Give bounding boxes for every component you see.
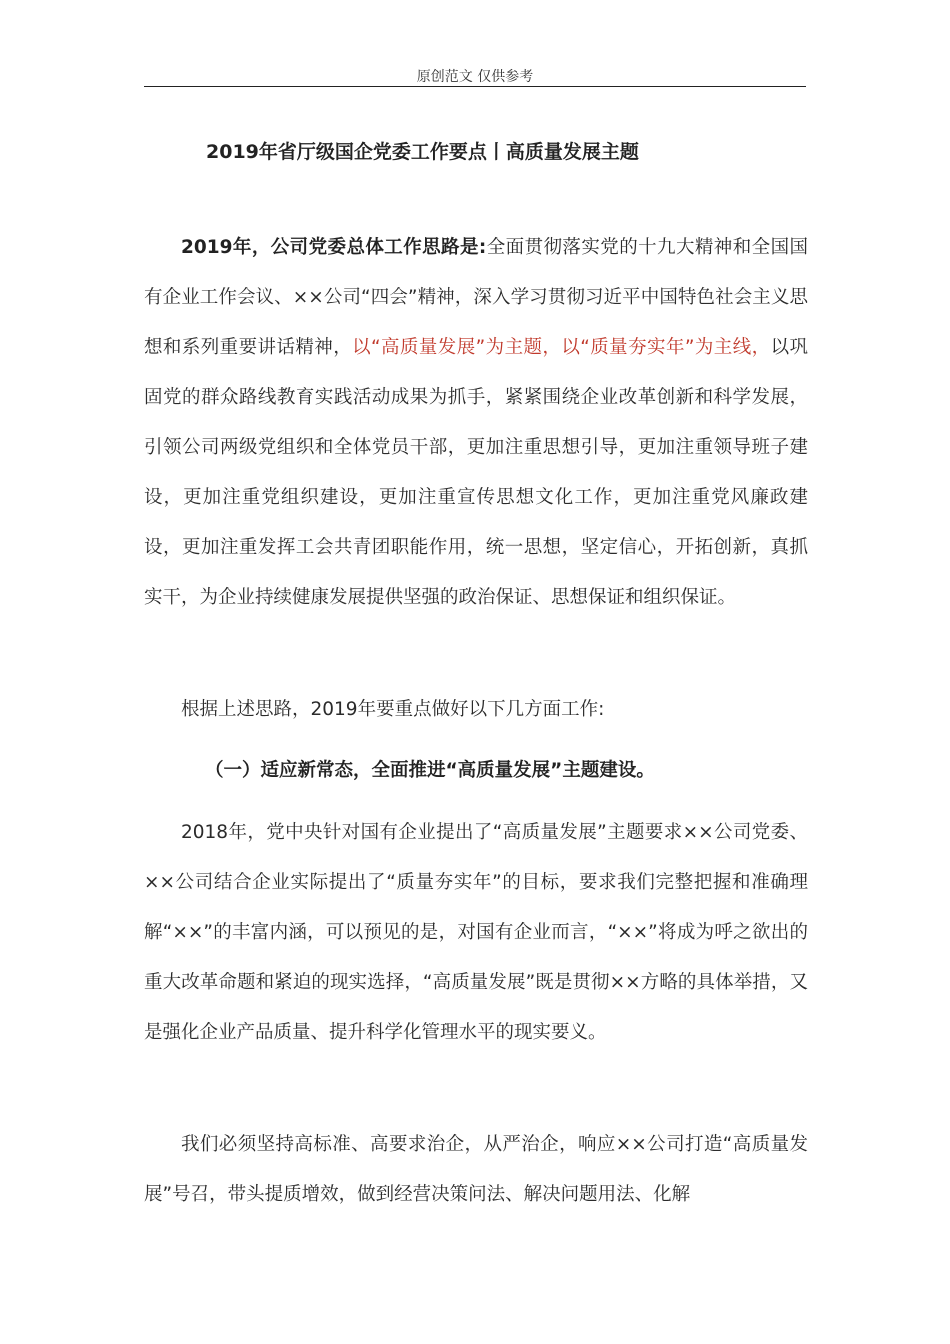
section-heading-1: （一）适应新常态，全面推进“高质量发展”主题建设。	[205, 760, 655, 781]
header-divider	[144, 86, 806, 87]
paragraph-section1-b: 我们必须坚持高标准、高要求治企，从严治企，响应××公司打造“高质量发展”号召，带头提质增效，做到经营决策问法、解决问题用法、化解	[144, 1134, 808, 1205]
paragraph-intro: 根据上述思路，2019年要重点做好以下几方面工作:	[181, 699, 605, 720]
paragraph-work-ideas	[144, 223, 808, 623]
page-header: 原创范文 仅供参考	[416, 69, 534, 85]
paragraph-text: 以巩固党的群众路线教育实践活动成果为抓手，紧紧围绕企业改革创新和科学发展，引领公司两级党组织和全体党员干部，更加注重思想引导，更加注重领导班子建设，更加注重党组织建设，更加注重宣传思想文化工作，更加注重党风廉政建设，更加注重发挥工会共青团职能作用，统一思想，坚定信心，开拓创新，真抓实干，为企业持续健康发展提供坚强的政治保证、思想保证和组织保证。	[144, 337, 808, 608]
paragraph-text: 全面贯彻落实党的十九大精神和全国国有企业工作会议、××公司“四会”精神，深入学习贯彻习近平中国特色社会主义思想和系列重要讲话精神，	[144, 237, 808, 358]
document-title: 2019年省厅级国企党委工作要点丨高质量发展主题	[206, 141, 639, 163]
paragraph-lead: 2019年，公司党委总体工作思路是:	[181, 237, 487, 258]
highlighted-text: 以“高质量发展”为主题，以“质量夯实年”为主线，	[352, 337, 771, 358]
paragraph-section1-a: 2018年，党中央针对国有企业提出了“高质量发展”主题要求××公司党委、××公司结合企业实际提出了“质量夯实年”的目标，要求我们完整把握和准确理解“××”的丰富内涵，可以预见的是，对国有企业而言，“××”将成为呼之欲出的重大改革命题和紧迫的现实选择，“高质量发展”既是贯彻××方略的具体举措，又是强化企业产品质量、提升科学化管理水平的现实要义。	[144, 822, 808, 1043]
